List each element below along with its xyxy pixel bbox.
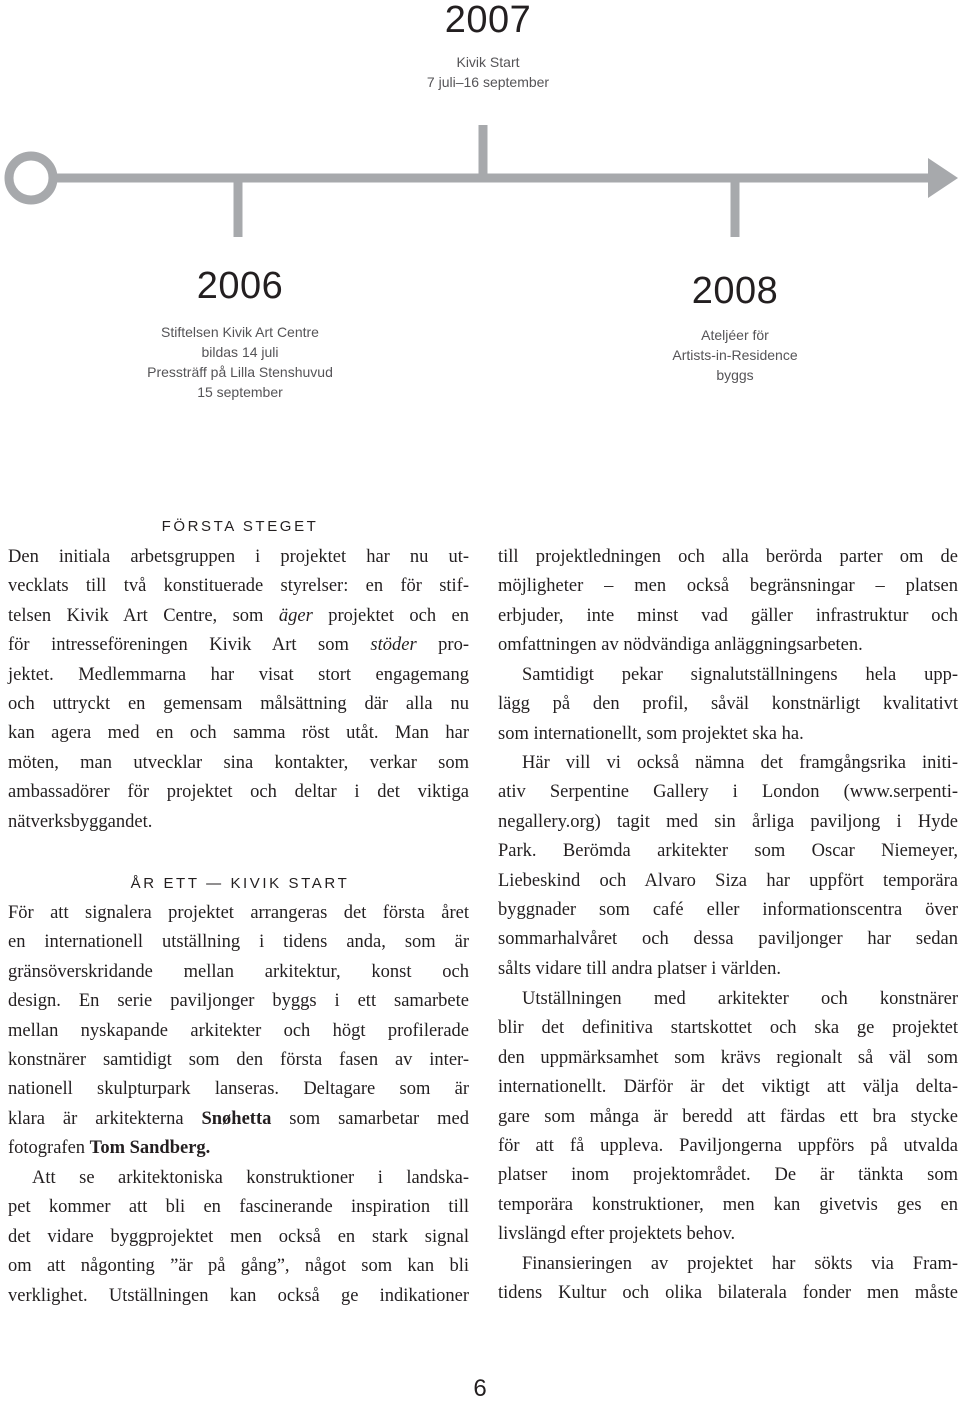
- text-line: erbjuder, inte minst vad gäller infrastruktur och: [498, 605, 958, 626]
- text-line: pet kommer att bli en fascinerande inspiration till: [8, 1197, 469, 1218]
- text-line: blir det definitiva startskottet och ska ge projektet: [498, 1018, 958, 1039]
- text-run: klara är arkitekterna: [8, 1108, 202, 1129]
- text-run: fotografen: [8, 1138, 90, 1159]
- text-line: och uttryckt en gemensam målsättning där alla nu: [8, 693, 469, 714]
- text-run: som samarbetar med: [271, 1108, 469, 1129]
- caption-line: 7 juli–16 september: [426, 74, 550, 90]
- text-line: negallery.org) tagit med sin årliga paviljong i Hyde: [498, 811, 958, 832]
- bold-name-tom-sandberg: Tom Sandberg.: [89, 1138, 211, 1159]
- emphasis-text: stöder: [370, 635, 417, 656]
- text-line: För att signalera projektet arrangeras det första året: [8, 903, 469, 923]
- text-line: kan agera med en och samma röst utåt. Man har: [8, 723, 469, 744]
- text-line: design. En serie paviljonger byggs i ett samarbete: [8, 991, 469, 1012]
- text-line: Här vill vi också nämna det framgångsrika initi-: [522, 753, 958, 773]
- text-line: ambassadörer för projektet och deltar i det viktiga: [8, 782, 469, 803]
- text-line: vecklats till två konstituerade styrelser: en för stif-: [8, 576, 469, 597]
- emphasis-text: äger: [278, 605, 313, 626]
- bold-name-snohetta: Snøhetta: [201, 1108, 272, 1129]
- year-2008: 2008: [691, 270, 779, 312]
- text-line: omfattningen av nödvändiga anläggningsarbeten.: [498, 635, 863, 656]
- text-line: [8, 1134, 469, 1163]
- text-run: telsen Kivik Art Centre, som: [8, 605, 279, 626]
- text-line: gränsöverskridande mellan arkitektur, konst och: [8, 961, 469, 982]
- text-line: till projektledningen och alla berörda parter om de: [498, 547, 958, 567]
- text-line: som internationellt, som projektet ska ha.: [498, 723, 804, 744]
- text-line: konstnärer samtidigt som den första fasen av inter-: [8, 1049, 469, 1070]
- text-line: Samtidigt pekar signalutställningens hela upp-: [522, 665, 958, 685]
- paragraph-ar-ett-1: [8, 899, 469, 1164]
- text-line: ativ Serpentine Gallery i London (www.serpenti-: [498, 782, 958, 803]
- text-line: lägg på den profil, såväl konstnärligt kvalitativt: [498, 694, 958, 715]
- paragraph-forsta-steget: [8, 543, 469, 837]
- paragraph-ar-ett-2: [8, 1164, 469, 1311]
- text-line: Den initiala arbetsgruppen i projektet har nu ut-: [8, 547, 469, 567]
- caption-2006: [110, 322, 370, 402]
- caption-line: Ateljéer för: [701, 327, 769, 343]
- text-line: sålts vidare till andra platser i världen.: [498, 958, 782, 979]
- section-heading-ar-ett: ÅR ETT — KIVIK START: [130, 875, 350, 892]
- paragraph-right-4: [498, 985, 958, 1250]
- text-line: nätverksbyggandet.: [8, 811, 153, 832]
- text-line: byggnader som café eller informationscentra över: [498, 899, 958, 920]
- text-line: möten, man utvecklar sina kontakter, verkar som: [8, 752, 469, 773]
- text-line: verklighet. Utställningen kan också ge indikationer: [8, 1285, 469, 1306]
- text-line: en internationell utställning i tidens anda, som är: [8, 932, 469, 953]
- timeline-arrow-head: [928, 158, 958, 198]
- caption-2007: [380, 52, 596, 92]
- text-line: [8, 1105, 469, 1134]
- year-2006: 2006: [196, 265, 284, 307]
- text-line: Att se arkitektoniska konstruktioner i landska-: [32, 1168, 469, 1188]
- caption-line: bildas 14 juli: [201, 344, 279, 360]
- text-line: nationell skulpturpark lanseras. Deltagare som är: [8, 1079, 469, 1100]
- text-line: [8, 631, 469, 660]
- caption-2008: [620, 325, 850, 385]
- timeline-graphic: [0, 125, 960, 245]
- text-line: det vidare byggprojektet men också en stark signal: [8, 1226, 469, 1247]
- text-line: livslängd efter projektets behov.: [498, 1224, 736, 1245]
- text-line: sommarhalvåret och dessa paviljonger har sedan: [498, 929, 958, 950]
- year-2007: 2007: [444, 0, 532, 41]
- text-line: mellan nyskapande arkitekter och högt profilerade: [8, 1020, 469, 1041]
- text-run: projektet och en: [312, 605, 469, 626]
- text-line: tidens Kultur och olika bilaterala fonder men måste: [498, 1283, 958, 1304]
- text-run: pro-: [416, 635, 469, 656]
- timeline-start-circle: [9, 156, 53, 200]
- text-line: temporära konstruktioner, men kan givetvis ges en: [498, 1194, 958, 1215]
- paragraph-right-2: [498, 661, 958, 749]
- text-line: internationellt. Därför är det viktigt att välja delta-: [498, 1077, 958, 1098]
- text-line: Finansieringen av projektet har sökts via Fram-: [522, 1254, 958, 1274]
- text-line: möjligheter – men också begränsningar – platsen: [498, 576, 958, 597]
- caption-line: 15 september: [197, 384, 283, 400]
- text-line: den uppmärksamhet som krävs regionalt så väl som: [498, 1047, 958, 1068]
- paragraph-right-5: [498, 1250, 958, 1309]
- text-line: Liebeskind och Alvaro Siza har uppfört temporära: [498, 870, 958, 891]
- text-line: platser inom projektområdet. De är tänkta som: [498, 1165, 958, 1186]
- text-run: för intresseföreningen Kivik Art som: [8, 635, 371, 656]
- paragraph-right-3: [498, 749, 958, 984]
- text-line: jektet. Medlemmarna har visat stort engagemang: [8, 664, 469, 685]
- text-line: Park. Berömda arkitekter som Oscar Niemeyer,: [498, 841, 958, 862]
- text-line: [8, 602, 469, 631]
- caption-line: Kivik Start: [456, 54, 520, 70]
- caption-line: Artists-in-Residence: [672, 347, 798, 363]
- text-line: för att få uppleva. Paviljongerna uppförs på utvalda: [498, 1135, 958, 1156]
- section-heading-forsta-steget: FÖRSTA STEGET: [161, 518, 319, 535]
- paragraph-right-1: [498, 543, 958, 661]
- page-number: 6: [473, 1375, 487, 1402]
- caption-line: byggs: [716, 367, 754, 383]
- caption-line: Pressträff på Lilla Stenshuvud: [147, 364, 333, 380]
- text-line: gare som många är beredd att färdas ett bra stycke: [498, 1106, 958, 1127]
- caption-line: Stiftelsen Kivik Art Centre: [161, 324, 319, 340]
- text-line: Utställningen med arkitekter och konstnärer: [522, 989, 958, 1009]
- text-line: om att någonting ”är på gång”, något som kan bli: [8, 1256, 469, 1277]
